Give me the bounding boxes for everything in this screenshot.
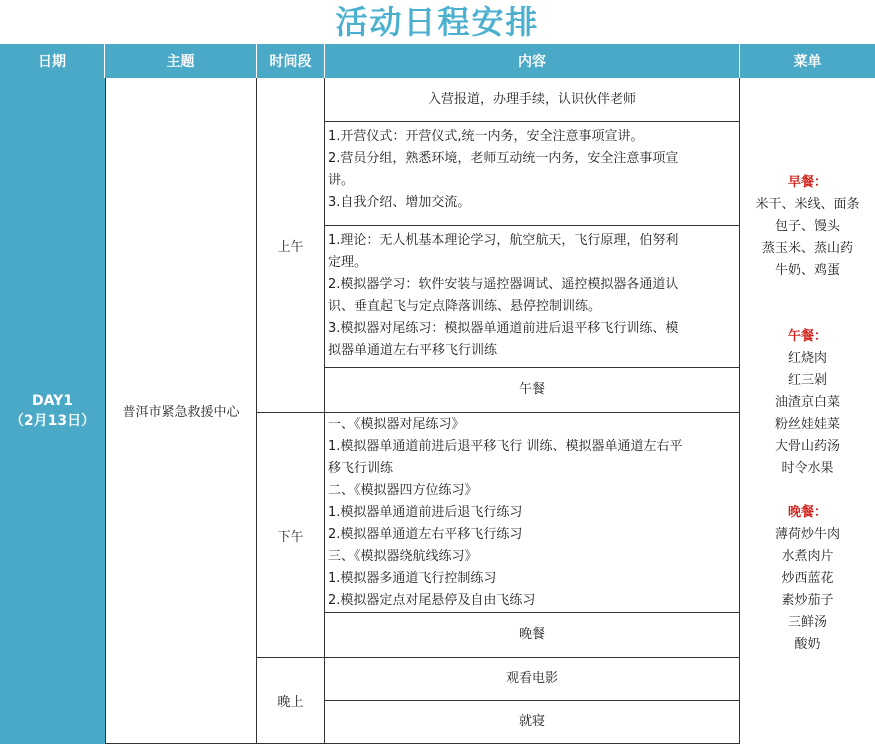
content-line: 3.模拟器对尾练习：模拟器单通道前进后退平移飞行训练、模 — [328, 321, 679, 336]
menu-item: 炒西蓝花 — [781, 571, 834, 586]
content-opening — [325, 122, 740, 226]
content-line: 二、《模拟器四方位练习》 — [328, 483, 478, 498]
content-line: 3.自我介绍、增加交流。 — [328, 195, 471, 210]
menu-item: 包子、馒头 — [774, 219, 840, 234]
content-line: 移飞行训练 — [328, 461, 394, 476]
header-content: 内容 — [325, 44, 740, 78]
header-menu: 菜单 — [740, 44, 875, 78]
menu-item: 大骨山药汤 — [774, 439, 840, 454]
content-line: 1.模拟器单通道前进后退平移飞行 训练、模拟器单通道左右平 — [328, 439, 683, 454]
content-theory — [325, 226, 740, 368]
day-date: （2月13日） — [9, 413, 96, 429]
period-evening: 晚上 — [257, 658, 325, 744]
menu-item: 酸奶 — [794, 637, 821, 652]
content-line: 定理。 — [328, 255, 368, 270]
page-title: 活动日程安排 — [335, 3, 540, 41]
header-date: 日期 — [0, 44, 105, 78]
content-line: 1.开营仪式：开营仪式,统一内务，安全注意事项宣讲。 — [328, 129, 644, 144]
content-sleep: 就寝 — [325, 701, 740, 744]
day-cell — [0, 78, 105, 744]
period-morning: 上午 — [257, 78, 325, 413]
header-theme: 主题 — [105, 44, 257, 78]
theme-cell: 普洱市紧急救援中心 — [105, 78, 257, 744]
menu-item: 牛奶、鸡蛋 — [774, 263, 840, 278]
content-line: 1.模拟器单通道前进后退飞行练习 — [328, 505, 523, 520]
content-checkin: 入营报道，办理手续，认识伙伴老师 — [325, 78, 740, 122]
content-movie: 观看电影 — [325, 658, 740, 701]
content-line: 1.模拟器多通道飞行控制练习 — [328, 571, 497, 586]
menu-item: 素炒茄子 — [781, 593, 834, 608]
menu-item: 油渣京白菜 — [774, 395, 840, 410]
menu-item: 米干、米线、面条 — [755, 197, 860, 212]
menu-item: 三鲜汤 — [787, 615, 827, 630]
lunch-title: 午餐： — [787, 329, 827, 344]
content-line: 2.模拟器定点对尾悬停及自由飞练习 — [328, 593, 536, 608]
breakfast-title: 早餐： — [787, 175, 827, 190]
content-line: 1.理论：无人机基本理论学习，航空航天，飞行原理，伯努利 — [328, 233, 679, 248]
content-line: 2.模拟器学习：软件安装与遥控器调试、遥控模拟器各通道认 — [328, 277, 679, 292]
content-lunch: 午餐 — [325, 368, 740, 413]
menu-item: 蒸玉米、蒸山药 — [761, 241, 853, 256]
menu-item: 红三剁 — [787, 373, 827, 388]
dinner-title: 晚餐： — [787, 505, 827, 520]
content-line: 一、《模拟器对尾练习》 — [328, 417, 465, 432]
day-label: DAY1 — [32, 393, 73, 409]
menu-cell — [740, 78, 875, 744]
menu-item: 时令水果 — [781, 461, 834, 476]
content-line: 三、《模拟器绕航线练习》 — [328, 549, 478, 564]
period-afternoon: 下午 — [257, 413, 325, 658]
schedule-table — [0, 44, 875, 744]
content-line: 2.营员分组，熟悉环境，老师互动统一内务，安全注意事项宣 — [328, 151, 679, 166]
menu-item: 水煮肉片 — [781, 549, 834, 564]
content-dinner: 晚餐 — [325, 613, 740, 658]
content-afternoon — [325, 413, 740, 613]
header-period: 时间段 — [257, 44, 325, 78]
menu-item: 红烧肉 — [787, 351, 827, 366]
content-line: 2.模拟器单通道左右平移飞行练习 — [328, 527, 523, 542]
content-line: 讲。 — [328, 173, 355, 188]
menu-item: 薄荷炒牛肉 — [774, 527, 840, 542]
content-line: 识、垂直起飞与定点降落训练、悬停控制训练。 — [328, 299, 602, 314]
content-line: 拟器单通道左右平移飞行训练 — [328, 343, 498, 358]
menu-item: 粉丝娃娃菜 — [774, 417, 840, 432]
